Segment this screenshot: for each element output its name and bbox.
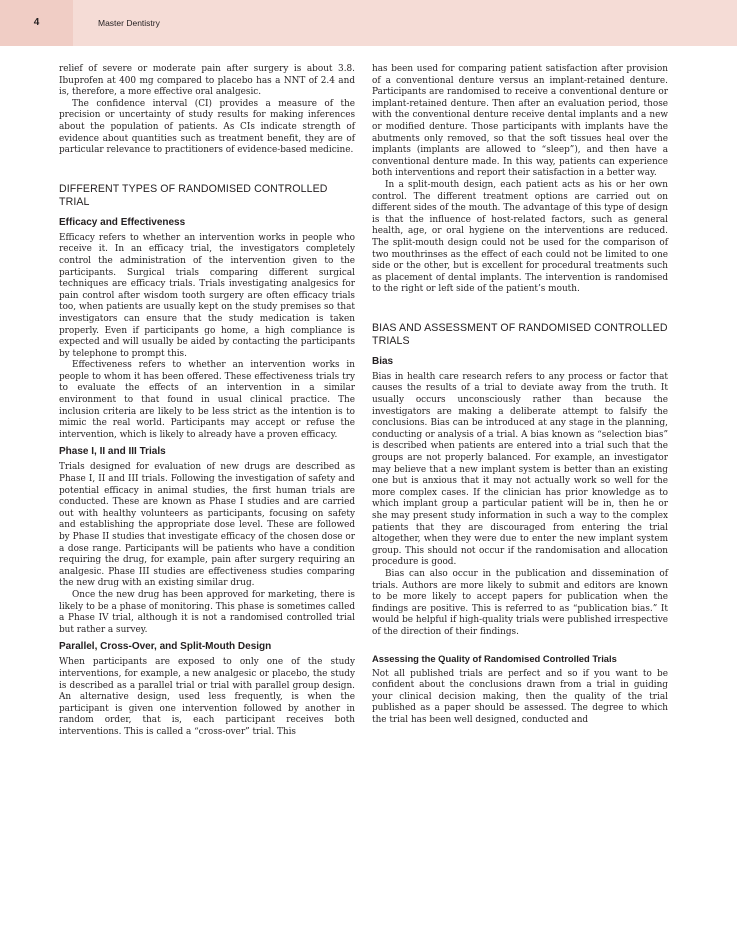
subsection-heading: Assessing the Quality of Randomised Controlled Trials [372, 652, 617, 664]
subsection-heading: Efficacy and Effectiveness [59, 216, 186, 228]
paragraph: Efficacy refers to whether an intervention works in people who receive it. In an efficacy trial, the investigators completely control the administration of the intervention given to the participants. Surgical trials comparing different surgical techniques are efficacy trials. Trials investigating analgesics for pain control after wisdom tooth surgery are often efficacy trials too, when patients are usually kept on the study premises so that investigators can ensure that the study medication is taken properly. Even if participants go home, a high compliance is expected and will usually be aided by contacting the participants by telephone to prompt this. [59, 232, 355, 359]
paragraph: Effectiveness refers to whether an intervention works in people to whom it has been offered. These effectiveness trials try to evaluate the effects of an intervention in a similar environment to that found in usual clinical practice. The inclusion criteria are likely to be less strict as the intention is to mimic the real world. Participants may accept or refuse the intervention, which is likely to already have a proven efficacy. [59, 360, 355, 440]
paragraph: When participants are exposed to only one of the study interventions, for example, a new analgesic or placebo, the study is described as a parallel trial or trial with parallel group design. An alternative design, used less frequently, is when the participant is given one intervention followed by another in random order, that is, each participant receives both interventions. This is called a “cross-over” trial. This [59, 657, 355, 737]
paragraph: Not all published trials are perfect and so if you want to be confident about the conclusions drawn from a trial in guiding your clinical decision making, then the quality of the trial published as a paper should be assessed. The degree to which the trial has been well designed, conducted and [372, 668, 668, 725]
subsection-heading: Parallel, Cross-Over, and Split-Mouth Design [59, 641, 272, 653]
paragraph: Bias can also occur in the publication and dissemination of trials. Authors are more likely to submit and editors are known to be more likely to accept papers for publication when the findings are positive. This is referred to as “publication bias.” It would be helpful if high-quality trials were published irrespective of the direction of their findings. [372, 568, 668, 637]
section-heading: DIFFERENT TYPES OF RANDOMISED CONTROLLED TRIAL [59, 182, 328, 208]
running-title: Master Dentistry [98, 18, 160, 28]
paragraph: Trials designed for evaluation of new drugs are described as Phase I, II and III trials. Following the investigation of safety and potential efficacy in animal studies, the first human trials are conducted. These are known as Phase I studies and are carried out with healthy volunteers as participants, focusing on safety and establishing the appropriate dose level. These are followed by Phase II studies that investigate efficacy of the chosen dose or a dose range. Participants will be patients who have a condition requiring the drug, for example, pain after surgery requiring an analgesic. Phase III studies are effectiveness studies comparing the new drug with an existing similar drug. [59, 462, 355, 589]
subsection-heading: Bias [372, 355, 394, 367]
right-column [372, 64, 668, 727]
left-column [59, 64, 355, 739]
paragraph: Once the new drug has been approved for marketing, there is likely to be a phase of monitoring. This phase is sometimes called a Phase IV trial, although it is not a randomised controlled trial but rather a survey. [59, 589, 355, 635]
paragraph: The confidence interval (CI) provides a measure of the precision or uncertainty of study results for making inferences about the population of patients. As CIs indicate strength of evidence about quantities such as treatment benefit, they are of particular relevance to practitioners of evidence-based medicine. [59, 98, 355, 156]
paragraph: relief of severe or moderate pain after surgery is about 3.8. Ibuprofen at 400 mg compared to placebo has a NNT of 2.4 and is, therefore, a more effective oral analgesic. [59, 64, 355, 98]
paragraph: In a split-mouth design, each patient acts as his or her own control. The different treatment options are carried out on different sides of the mouth. The advantage of this type of design is that the influence of host-related factors, such as general health, age, or oral hygiene on the interventions are reduced. The split-mouth design could not be used for the comparison of two mouthrinses as the effect of each could not be limited to one side or the other, but is excellent for procedural treatments such as placement of dental implants. The intervention is randomised to the right or left side of the patient’s mouth. [372, 179, 668, 295]
paragraph: Bias in health care research refers to any process or factor that causes the results of a trial to deviate away from the truth. It usually occurs unconsciously rather than because the investigators are making a deliberate attempt to falsify the conclusions. Bias can be introduced at any stage in the planning, conducting or analysis of a trial. A bias known as “selection bias” is described when patients are entered into a trial such that the groups are not properly balanced. For example, an investigator may believe that a new implant system is better than an existing one but is anxious that it may not actually work so well for the more complex cases. If the clinician has prior knowledge as to which implant group a particular patient will be in, then he or she may present study information in such a way to the complex patients that they are discouraged from entering the trial altogether, when they were due to enter the new implant system group. This should not occur if the randomisation and allocation procedure is good. [372, 371, 668, 568]
page-number: 4 [0, 0, 73, 46]
section-heading: BIAS AND ASSESSMENT OF RANDOMISED CONTROLLED TRIALS [372, 321, 668, 347]
paragraph: has been used for comparing patient satisfaction after provision of a conventional denture versus an implant-retained denture. Participants are randomised to receive a conventional denture or implant-retained denture. Then after an evaluation period, those with the conventional denture receive dental implants and a new or modified denture. Those participants with implants have the abutments only removed, so that the soft tissues heal over the implants (implants are allowed to “sleep”), and then have a conventional denture made. In this way, patients can experience both interventions and report their satisfaction in a better way. [372, 64, 668, 179]
subsection-heading: Phase I, II and III Trials [59, 446, 166, 458]
